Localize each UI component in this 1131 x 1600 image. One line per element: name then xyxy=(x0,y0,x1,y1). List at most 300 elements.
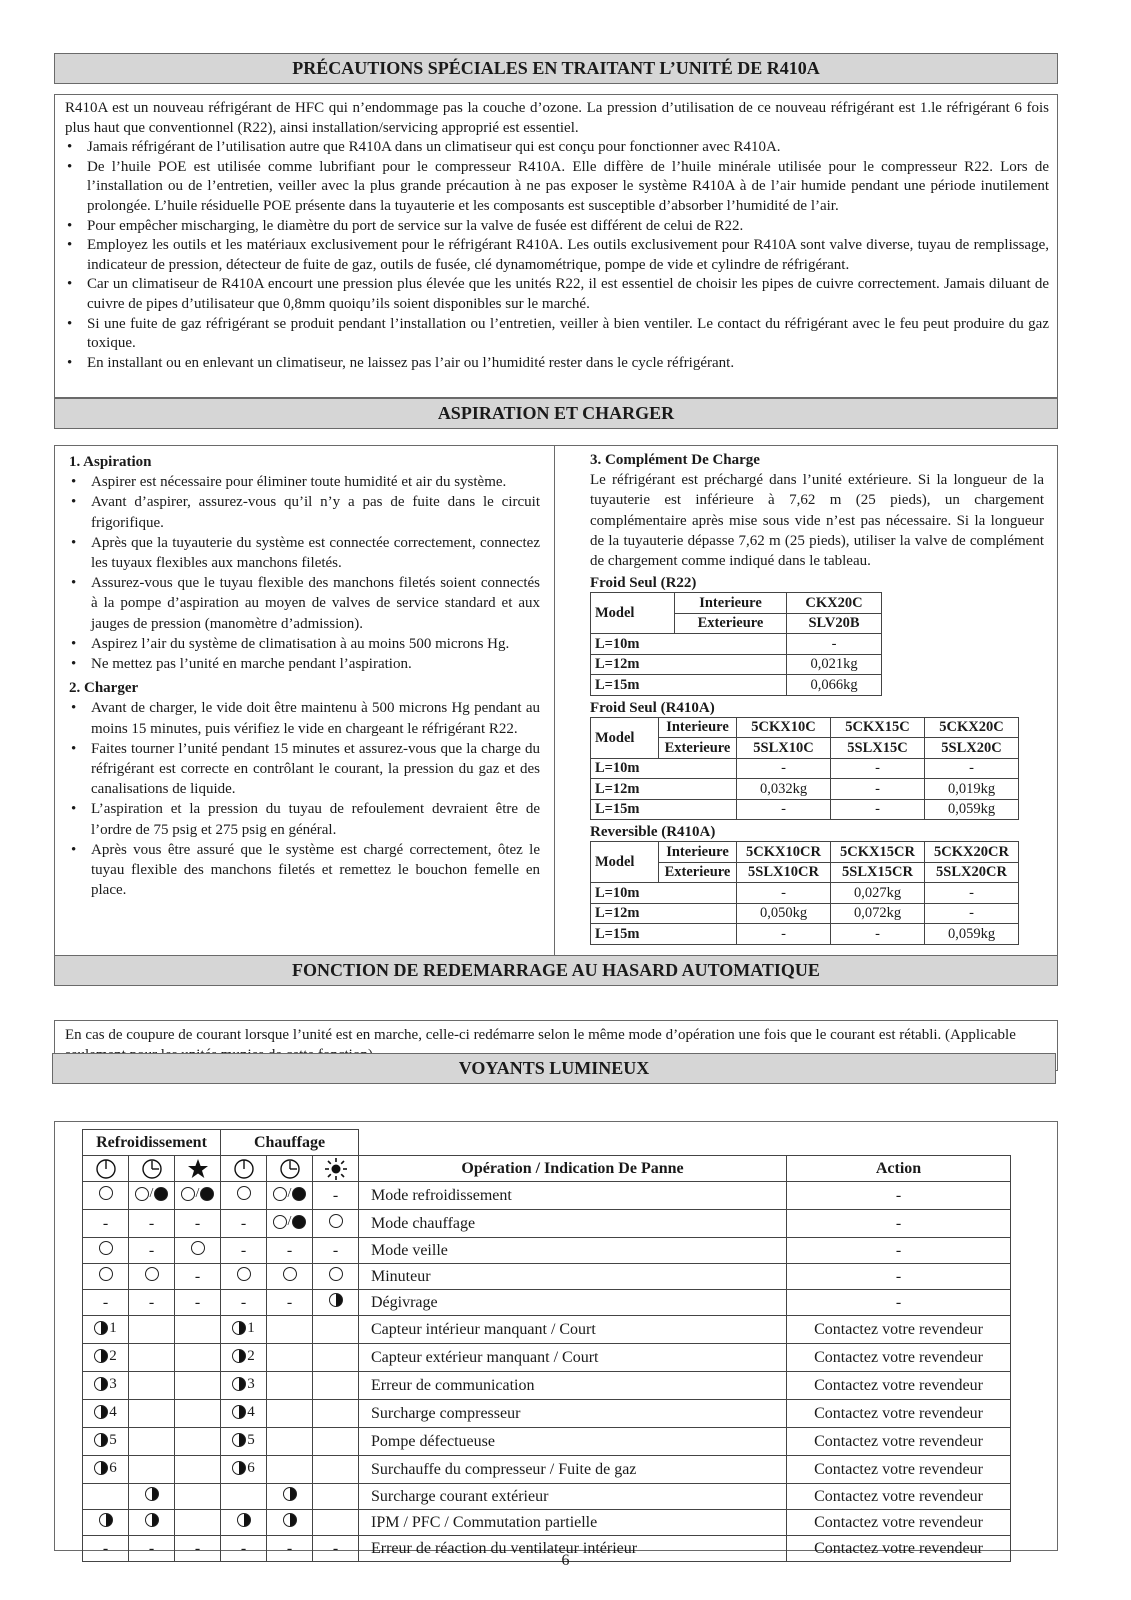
charge-tables xyxy=(590,574,1044,945)
operation-text: Mode chauffage xyxy=(359,1210,787,1238)
indicator-cell xyxy=(313,1344,359,1372)
table-row xyxy=(83,1372,1011,1400)
operation-text: IPM / PFC / Commutation partielle xyxy=(359,1510,787,1536)
led-blink-icon xyxy=(283,1513,297,1527)
aspiration-left-column xyxy=(55,446,555,972)
slash-separator: / xyxy=(149,1186,154,1201)
charge-value: 0,021kg xyxy=(787,654,882,675)
indicator-symbol xyxy=(283,1267,297,1281)
indicator-cell: - xyxy=(175,1264,221,1290)
blink-count: 5 xyxy=(109,1432,117,1448)
table-row xyxy=(83,1484,1011,1510)
list-item: • De l’huile POE est utilisée comme lubrifiant pour le compresseur R410A. Elle diffère de l’huile minérale utilisée pour le compresseur R22. Lors de l’installation ou de l’entretien, veiller avec la plus grande précaution à ne pas exposer le système R410A à de l’air humide pendant une période inutilement prolongée. L’huile résiduelle POE présente dans la tuyauterie et les composants est susceptible d’absorber l’humidité de l’air. xyxy=(65,158,1049,217)
charge-value: 0,059kg xyxy=(925,924,1019,945)
interieure-label: Interieure xyxy=(659,842,737,863)
indicator-cell xyxy=(175,1484,221,1510)
indicator-symbol xyxy=(232,1400,255,1424)
indicator-cell xyxy=(83,1428,129,1456)
interieure-model: 5CKX20C xyxy=(925,717,1019,738)
indicator-cell xyxy=(313,1264,359,1290)
blink-count: 1 xyxy=(109,1320,117,1336)
led-on-icon xyxy=(200,1187,214,1201)
exterieure-model: 5SLX20C xyxy=(925,738,1019,759)
indicator-cell xyxy=(313,1428,359,1456)
blink-count: 6 xyxy=(247,1460,255,1476)
exterieure-model: 5SLX20CR xyxy=(925,862,1019,883)
indicator-symbol xyxy=(232,1372,255,1396)
length-label: L=10m xyxy=(591,883,737,904)
indicator-symbol xyxy=(237,1267,251,1281)
indicator-cell xyxy=(267,1210,313,1238)
section-precautions-body xyxy=(54,94,1058,398)
operation-text: Surcharge compresseur xyxy=(359,1400,787,1428)
power-icon-header xyxy=(221,1156,267,1182)
led-off-icon xyxy=(145,1267,159,1281)
sun-icon-header xyxy=(313,1156,359,1182)
charge-value: 0,059kg xyxy=(925,799,1019,820)
list-item: • Jamais réfrigérant de l’utilisation autre que R410A dans un climatiseur qui est conçu pour fonctionner avec R410A. xyxy=(65,138,1049,158)
blink-count: 4 xyxy=(247,1404,255,1420)
charge-value: - xyxy=(737,883,831,904)
section-voyants-header: VOYANTS LUMINEUX xyxy=(52,1053,1056,1084)
indicator-cell xyxy=(267,1264,313,1290)
indicator-symbol xyxy=(145,1487,159,1501)
indicator-cell xyxy=(129,1400,175,1428)
indicator-cell xyxy=(221,1484,267,1510)
led-blink-icon xyxy=(94,1461,108,1475)
aspiration-list xyxy=(69,472,540,674)
table-row xyxy=(83,1456,1011,1484)
led-off-icon xyxy=(191,1241,205,1255)
indicator-cell xyxy=(83,1484,129,1510)
led-blink-icon xyxy=(232,1349,246,1363)
indicator-cell xyxy=(83,1400,129,1428)
indicator-cell xyxy=(267,1372,313,1400)
indicator-cell: - xyxy=(175,1210,221,1238)
indicator-cell xyxy=(267,1400,313,1428)
indicator-cell xyxy=(83,1456,129,1484)
timer-icon-header xyxy=(267,1156,313,1182)
led-blink-icon xyxy=(94,1405,108,1419)
list-item: • Ne mettez pas l’unité en marche pendant l’aspiration. xyxy=(69,654,540,674)
exterieure-model: 5SLX10C xyxy=(737,738,831,759)
blink-count: 3 xyxy=(109,1376,117,1392)
table-row xyxy=(83,1344,1011,1372)
operation-text: Erreur de réaction du ventilateur intérieur xyxy=(359,1536,787,1562)
indicator-cell xyxy=(129,1316,175,1344)
model-label: Model xyxy=(591,842,659,883)
charge-value: - xyxy=(925,903,1019,924)
indicator-cell xyxy=(313,1210,359,1238)
length-label: L=12m xyxy=(591,903,737,924)
star-icon-header xyxy=(175,1156,221,1182)
precautions-intro: R410A est un nouveau réfrigérant de HFC qui n’endommage pas la couche d’ozone. La pression d’utilisation de ce nouveau réfrigérant est 1.le réfrigérant 6 fois plus haut que conventionnel (R22), ainsi installation/servicing approprié est essentiel. xyxy=(65,100,1049,136)
led-off-icon xyxy=(237,1267,251,1281)
indicator-cell: - xyxy=(129,1238,175,1264)
list-item: • En installant ou en enlevant un climatiseur, ne laissez pas l’air ou l’humidité rester dans le cycle réfrigérant. xyxy=(65,354,1049,374)
blink-count: 6 xyxy=(109,1460,117,1476)
operation-text: Minuteur xyxy=(359,1264,787,1290)
table-row xyxy=(83,1290,1011,1316)
list-item: • Car un climatiseur de R410A encourt une pression plus élevée que les unités R22, il est essentiel de choisir les pipes de cuivre correctement. Jamais diluant de cuivre de pipes d’utilisateur que 0,8mm quoiqu’ils soient disponibles sur le marché. xyxy=(65,275,1049,314)
indicator-symbol xyxy=(145,1267,159,1281)
interieure-model: CKX20C xyxy=(787,593,882,614)
indicator-symbol xyxy=(232,1344,255,1368)
charge-table xyxy=(590,841,1019,945)
indicator-cell xyxy=(83,1372,129,1400)
exterieure-label: Exterieure xyxy=(675,613,787,634)
interieure-model: 5CKX15C xyxy=(831,717,925,738)
timer-icon-header xyxy=(129,1156,175,1182)
list-item: • Employez les outils et les matériaux exclusivement pour le réfrigérant R410A. Les outils exclusivement pour R410A sont valve diverse, tuyau de remplissage, indicateur de pression, détecteur de fuite de gaz, outils de fusée, clé dynamométrique, pompe de vide et cylindre de réfrigérant. xyxy=(65,236,1049,275)
table-row xyxy=(83,1400,1011,1428)
charge-table xyxy=(590,717,1019,821)
complement-title: 3. Complément De Charge xyxy=(590,452,760,468)
charge-value: - xyxy=(737,799,831,820)
indicator-symbol xyxy=(99,1267,113,1281)
blink-count: 1 xyxy=(247,1320,255,1336)
operation-text: Dégivrage xyxy=(359,1290,787,1316)
list-item: • Aspirer est nécessaire pour éliminer toute humidité et air du système. xyxy=(69,472,540,492)
led-blink-icon xyxy=(237,1513,251,1527)
indicator-cell xyxy=(221,1316,267,1344)
charge-value: 0,066kg xyxy=(787,675,882,696)
led-off-icon xyxy=(99,1241,113,1255)
action-text: - xyxy=(787,1238,1011,1264)
indicator-cell xyxy=(221,1510,267,1536)
indicator-cell xyxy=(175,1456,221,1484)
indicator-cell xyxy=(221,1264,267,1290)
indicator-cell xyxy=(267,1182,313,1210)
interieure-model: 5CKX15CR xyxy=(831,842,925,863)
indicator-cell xyxy=(175,1344,221,1372)
indicator-symbol xyxy=(329,1267,343,1281)
indicator-cell: - xyxy=(313,1536,359,1562)
indicator-symbol xyxy=(94,1428,117,1452)
indicator-symbol xyxy=(94,1316,117,1340)
section-aspiration-body xyxy=(54,445,1058,973)
charge-value: - xyxy=(787,634,882,655)
table-row xyxy=(83,1510,1011,1536)
indicator-cell xyxy=(221,1428,267,1456)
indicator-cell: - xyxy=(83,1290,129,1316)
indicator-symbol xyxy=(232,1428,255,1452)
list-item: • Avant de charger, le vide doit être maintenu à 500 microns Hg pendant au moins 15 minutes, puis vérifiez le vide en chargeant le réfrigérant R22. xyxy=(69,698,540,738)
led-off-icon xyxy=(99,1186,113,1200)
model-label: Model xyxy=(591,717,659,758)
indicator-cell: - xyxy=(221,1238,267,1264)
length-label: L=10m xyxy=(591,758,737,779)
indicator-cell xyxy=(83,1182,129,1210)
indicator-cell: - xyxy=(221,1210,267,1238)
precautions-list xyxy=(65,138,1049,373)
indicator-cell xyxy=(267,1428,313,1456)
blink-count: 4 xyxy=(109,1404,117,1420)
table-row xyxy=(83,1182,1011,1210)
indicator-symbol xyxy=(99,1186,113,1200)
list-item: • Après vous être assuré que le système est chargé correctement, ôtez le tuyau flexible des manchons filetés et remettez le bouchon femelle en place. xyxy=(69,840,540,901)
group-cool-label: Refroidissement xyxy=(83,1130,221,1156)
charge-value: - xyxy=(925,883,1019,904)
indicator-cell xyxy=(83,1316,129,1344)
list-item: • L’aspiration et la pression du tuyau de refoulement devraient être de l’ordre de 75 psig et 275 psig en général. xyxy=(69,799,540,839)
interieure-model: 5CKX20CR xyxy=(925,842,1019,863)
charge-value: 0,027kg xyxy=(831,883,925,904)
indicator-cell xyxy=(129,1510,175,1536)
indicator-symbol xyxy=(99,1241,113,1255)
power-icon-header xyxy=(83,1156,129,1182)
col-operation: Opération / Indication De Panne xyxy=(359,1156,787,1182)
indicator-symbol xyxy=(99,1513,113,1527)
indicator-cell: - xyxy=(313,1238,359,1264)
slash-separator: / xyxy=(287,1214,292,1229)
charge-value: - xyxy=(737,924,831,945)
exterieure-model: 5SLX15C xyxy=(831,738,925,759)
operation-text: Capteur intérieur manquant / Court xyxy=(359,1316,787,1344)
indicator-symbol xyxy=(94,1456,117,1480)
exterieure-model: 5SLX15CR xyxy=(831,862,925,883)
charge-value: - xyxy=(831,799,925,820)
indicator-cell xyxy=(313,1290,359,1316)
aspiration-title: 1. Aspiration xyxy=(69,454,152,470)
indicator-cell xyxy=(175,1238,221,1264)
header-spacer xyxy=(359,1130,1011,1156)
list-item: • Assurez-vous que le tuyau flexible des manchons filetés soient connectés à la pompe d’aspiration au moyen de valves de service standard et aux jauges de pression (manomètre d’admission). xyxy=(69,573,540,634)
indicator-symbol xyxy=(135,1182,169,1206)
list-item: • Après que la tuyauterie du système est connectée correctement, connectez les tuyaux flexibles aux manchons filetés. xyxy=(69,533,540,573)
action-text: - xyxy=(787,1182,1011,1210)
action-text: Contactez votre revendeur xyxy=(787,1344,1011,1372)
led-off-icon xyxy=(181,1187,195,1201)
action-text: Contactez votre revendeur xyxy=(787,1428,1011,1456)
indicator-cell xyxy=(83,1264,129,1290)
blink-count: 5 xyxy=(247,1432,255,1448)
led-blink-icon xyxy=(232,1433,246,1447)
indicator-cell: - xyxy=(175,1290,221,1316)
charger-title: 2. Charger xyxy=(69,680,139,697)
indicator-cell xyxy=(267,1456,313,1484)
led-blink-icon xyxy=(94,1433,108,1447)
blink-count: 2 xyxy=(109,1348,117,1364)
sun-icon xyxy=(324,1157,348,1181)
action-text: Contactez votre revendeur xyxy=(787,1456,1011,1484)
length-label: L=10m xyxy=(591,634,787,655)
led-blink-icon xyxy=(99,1513,113,1527)
operation-text: Surcharge courant extérieur xyxy=(359,1484,787,1510)
indicator-cell xyxy=(313,1400,359,1428)
indicator-symbol xyxy=(273,1210,307,1234)
indicator-cell xyxy=(129,1344,175,1372)
indicator-cell: - xyxy=(83,1536,129,1562)
indicator-cell xyxy=(129,1428,175,1456)
indicator-cell xyxy=(267,1344,313,1372)
length-label: L=15m xyxy=(591,675,787,696)
indicator-cell xyxy=(175,1182,221,1210)
action-text: - xyxy=(787,1264,1011,1290)
indicator-cell xyxy=(129,1484,175,1510)
indicator-cell xyxy=(267,1510,313,1536)
action-text: Contactez votre revendeur xyxy=(787,1316,1011,1344)
length-label: L=12m xyxy=(591,779,737,800)
slash-separator: / xyxy=(287,1186,292,1201)
section-precautions-header: PRÉCAUTIONS SPÉCIALES EN TRAITANT L’UNITÉ DE R410A xyxy=(54,53,1058,84)
led-blink-icon xyxy=(283,1487,297,1501)
interieure-label: Interieure xyxy=(675,593,787,614)
operation-text: Mode veille xyxy=(359,1238,787,1264)
table-row xyxy=(83,1210,1011,1238)
indicator-cell: - xyxy=(267,1238,313,1264)
led-off-icon xyxy=(99,1267,113,1281)
indicator-cell xyxy=(221,1400,267,1428)
action-text: Contactez votre revendeur xyxy=(787,1400,1011,1428)
operation-text: Surchauffe du compresseur / Fuite de gaz xyxy=(359,1456,787,1484)
charge-value: 0,032kg xyxy=(737,779,831,800)
led-on-icon xyxy=(154,1187,168,1201)
indicator-symbol xyxy=(191,1241,205,1255)
indicator-cell xyxy=(267,1316,313,1344)
indicator-cell xyxy=(175,1316,221,1344)
action-text: Contactez votre revendeur xyxy=(787,1372,1011,1400)
charge-value: - xyxy=(831,924,925,945)
power-icon xyxy=(233,1158,255,1180)
indicator-symbol xyxy=(283,1487,297,1501)
indicator-cell xyxy=(313,1316,359,1344)
indicator-cell xyxy=(129,1264,175,1290)
voyants-table xyxy=(82,1129,1011,1562)
operation-text: Erreur de communication xyxy=(359,1372,787,1400)
led-blink-icon xyxy=(145,1513,159,1527)
led-blink-icon xyxy=(232,1321,246,1335)
blink-count: 3 xyxy=(247,1376,255,1392)
action-text: Contactez votre revendeur xyxy=(787,1536,1011,1562)
blink-count: 2 xyxy=(247,1348,255,1364)
indicator-cell xyxy=(129,1456,175,1484)
indicator-cell xyxy=(221,1344,267,1372)
indicator-cell xyxy=(313,1484,359,1510)
action-text: - xyxy=(787,1210,1011,1238)
interieure-model: 5CKX10C xyxy=(737,717,831,738)
operation-text: Mode refroidissement xyxy=(359,1182,787,1210)
indicator-symbol xyxy=(94,1400,117,1424)
list-item: • Avant d’aspirer, assurez-vous qu’il n’y a pas de fuite dans le circuit frigorifique. xyxy=(69,492,540,532)
led-off-icon xyxy=(329,1214,343,1228)
charge-value: 0,050kg xyxy=(737,903,831,924)
complement-text: Le réfrigérant est préchargé dans l’unité extérieure. Si la longueur de la tuyauterie est inférieure à 7,62 m (25 pieds), un chargement complémentaire après mise sous vide n’est pas nécessaire. Si la longueur de la tuyauterie dépasse 7,62 m (25 pieds), utiliser la valve de complément de chargement comme indiqué dans le tableau. xyxy=(590,472,1044,570)
indicator-cell: - xyxy=(221,1290,267,1316)
timer-icon xyxy=(141,1158,163,1180)
table-row xyxy=(83,1264,1011,1290)
indicator-symbol xyxy=(273,1182,307,1206)
list-item: • Aspirez l’air du système de climatisation à au moins 500 microns Hg. xyxy=(69,634,540,654)
indicator-cell xyxy=(313,1510,359,1536)
indicator-cell xyxy=(175,1510,221,1536)
exterieure-label: Exterieure xyxy=(659,862,737,883)
indicator-symbol xyxy=(94,1344,117,1368)
led-blink-icon xyxy=(145,1487,159,1501)
indicator-cell xyxy=(221,1372,267,1400)
indicator-cell: - xyxy=(129,1210,175,1238)
list-item: • Si une fuite de gaz réfrigérant se produit pendant l’installation ou l’entretien, veiller à bien ventiler. Le contact du réfrigérant avec le feu peut produire du gaz toxique. xyxy=(65,315,1049,354)
led-off-icon xyxy=(237,1186,251,1200)
action-text: - xyxy=(787,1290,1011,1316)
restart-text: En cas de coupure de courant lorsque l’unité est en marche, celle-ci redémarre selon le même mode d’opération une fois que le courant est rétabli. (Applicable xyxy=(65,1027,1016,1043)
star-icon xyxy=(187,1158,209,1180)
charger-list xyxy=(69,698,540,900)
indicator-cell xyxy=(129,1372,175,1400)
indicator-cell xyxy=(83,1238,129,1264)
model-label: Model xyxy=(591,593,675,634)
indicator-symbol xyxy=(237,1186,251,1200)
indicator-cell: - xyxy=(313,1182,359,1210)
indicator-cell: - xyxy=(221,1536,267,1562)
indicator-cell xyxy=(313,1372,359,1400)
exterieure-label: Exterieure xyxy=(659,738,737,759)
indicator-symbol xyxy=(283,1513,297,1527)
indicator-cell: - xyxy=(267,1290,313,1316)
indicator-symbol xyxy=(329,1293,343,1307)
operation-text: Pompe défectueuse xyxy=(359,1428,787,1456)
indicator-cell xyxy=(175,1400,221,1428)
indicator-cell: - xyxy=(175,1536,221,1562)
indicator-cell xyxy=(129,1182,175,1210)
page-number: 6 xyxy=(561,1552,570,1569)
charge-value: 0,072kg xyxy=(831,903,925,924)
col-action: Action xyxy=(787,1156,1011,1182)
power-icon xyxy=(95,1158,117,1180)
indicator-symbol xyxy=(94,1372,117,1396)
indicator-cell xyxy=(221,1456,267,1484)
led-blink-icon xyxy=(94,1377,108,1391)
charge-value: - xyxy=(737,758,831,779)
operation-text: Capteur extérieur manquant / Court xyxy=(359,1344,787,1372)
section-restart-header: FONCTION DE REDEMARRAGE AU HASARD AUTOMATIQUE xyxy=(54,955,1058,986)
led-off-icon xyxy=(135,1187,149,1201)
charge-table-title: Froid Seul (R410A) xyxy=(590,699,715,716)
length-label: L=15m xyxy=(591,799,737,820)
led-blink-icon xyxy=(232,1405,246,1419)
led-off-icon xyxy=(329,1267,343,1281)
led-off-icon xyxy=(273,1187,287,1201)
exterieure-model: SLV20B xyxy=(787,613,882,634)
led-blink-icon xyxy=(94,1349,108,1363)
charge-value: - xyxy=(831,779,925,800)
table-row xyxy=(83,1238,1011,1264)
indicator-cell xyxy=(221,1182,267,1210)
list-item: • Faites tourner l’unité pendant 15 minutes et assurez-vous que la charge du réfrigérant est correcte en contrôlant le courant, la pression du gaz et des canalisations de liquide. xyxy=(69,739,540,800)
charge-table-title: Froid Seul (R22) xyxy=(590,575,697,592)
table-row xyxy=(83,1316,1011,1344)
indicator-cell: - xyxy=(129,1290,175,1316)
interieure-label: Interieure xyxy=(659,717,737,738)
indicator-cell xyxy=(175,1372,221,1400)
charge-table xyxy=(590,592,882,696)
led-off-icon xyxy=(273,1215,287,1229)
led-blink-icon xyxy=(232,1377,246,1391)
charge-value: - xyxy=(925,758,1019,779)
indicator-cell xyxy=(83,1510,129,1536)
timer-icon xyxy=(279,1158,301,1180)
indicator-cell xyxy=(175,1428,221,1456)
list-item: • Pour empêcher mischarging, le diamètre du port de service sur la valve de fusée est différent de celui de R22. xyxy=(65,217,1049,237)
table-row xyxy=(83,1428,1011,1456)
slash-separator: / xyxy=(195,1186,200,1201)
indicator-symbol xyxy=(237,1513,251,1527)
interieure-model: 5CKX10CR xyxy=(737,842,831,863)
led-on-icon xyxy=(292,1215,306,1229)
section-aspiration-header: ASPIRATION ET CHARGER xyxy=(54,398,1058,429)
indicator-cell: - xyxy=(129,1536,175,1562)
group-heat-label: Chauffage xyxy=(221,1130,359,1156)
